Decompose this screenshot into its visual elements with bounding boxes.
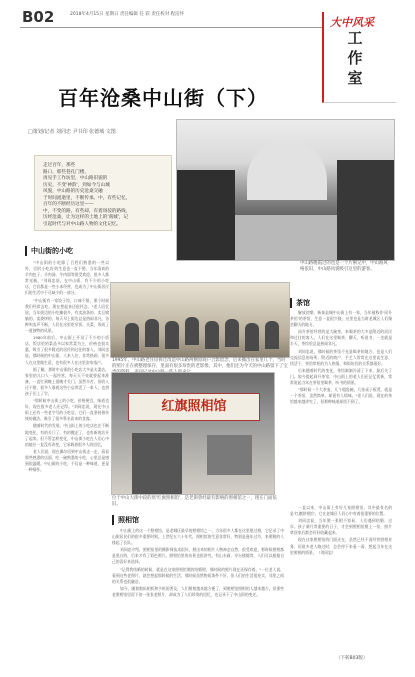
paragraph: 解放初期，新泰县城中山街上有一家，当年被称作'同升茶馆'的茶馆，生意一直很兴隆，这里也是当时老城区人们聚会聊天的地方。	[290, 310, 392, 328]
person-figure	[225, 319, 239, 347]
person-figure	[125, 323, 139, 351]
paragraph: 刘同忠说，那时候的茶馆不光是喝茶的地方，也是人们交流信息的场所，附近的商户、手艺人常常在这里谈生意、找活干，茶馆掌柜的为人热情，和街坊们的关系都很好。	[290, 348, 392, 366]
person-figure	[245, 323, 259, 351]
shop-door	[132, 433, 182, 494]
paragraph: 刘同忠说，当年照一张相不容易，人们遇到结婚、过年、孩子满月等重要的日子，才会到照相馆照上一张，照片拿回家后都会好好收藏起来。	[290, 518, 392, 536]
lead-line: 历经沧桑，让为这样的土地上的'商城'，记	[43, 215, 129, 220]
article-byline: □策划/记者 刘同忠 尹书印 张德城 文图	[28, 129, 116, 135]
right-bottom-column-text	[290, 505, 392, 665]
lead-line: 风貌，中山路的历史沧桑交融	[43, 189, 103, 194]
section-heading-photo-studio: 照相馆	[112, 515, 139, 525]
page-code: B02	[22, 8, 55, 26]
paragraph: 后来随着时代的变化，茶馆渐渐冷清了下来，最后关了门。如今提起同升茶馆，中山街上的老人们还记忆犹新，常常说起当年在茶馆里喝茶、听书的情景。	[290, 367, 392, 386]
street-road	[235, 215, 337, 260]
paragraph: 中山街上的这一个照相馆，是老城区最早的照相馆之一，当年很多人都在这里照过相，它记录了中山街居民们的很多重要时刻。上世纪五六十年代，照相馆的生意非常好，特别是逢年过节，来照相的人排起了长队。	[112, 528, 284, 546]
paragraph: 现在这家照相馆的门面还在，虽然已经不再经营照相业务，但很多老人路过时，总会停下来看一看，想起当年在这里照相的情景。（刘同忠）	[290, 537, 392, 555]
lead-line: 历史，不变'神韵'，到如今与山城	[43, 182, 110, 188]
right-column-text	[290, 310, 392, 500]
person-figure	[165, 321, 179, 349]
paragraph: "那时候中山街上的小吃，价格便宜，味道也好，现在很多老人还记得。"刘同忠说，现在中山街上还有一些老字号的小吃店，它们一直坚持着传统的做法，吸引了很多慕名而来的食客。	[25, 398, 109, 422]
lead-line: 于时间流逝里，不断传承。中，有些记忆，	[43, 195, 131, 201]
shop-photo	[111, 372, 275, 495]
page-info: 2018年4月15日 星期日 责任编辑 任 彩 责任校对 程洁怀	[70, 12, 185, 17]
lead-line: 引起时代与对中山路人物的文化记忆。	[43, 221, 122, 227]
column-brand: 大中风采	[330, 16, 374, 29]
person-figure	[265, 321, 279, 349]
continued-note: （下转B03版）	[336, 656, 368, 661]
lead-line: 路口，那些巷孔门楼，	[43, 169, 89, 175]
section-heading-teahouse: 茶馆	[290, 298, 310, 308]
left-column-text	[25, 260, 109, 665]
shop-photo-caption: 位于中山大街中段的原'红旗照相馆'，是老街曾经最有影响的照相馆之一，现在门面依旧。	[112, 496, 277, 507]
person-figure	[205, 321, 219, 349]
paragraph: "那时候一个大茶壶，几个粗瓷碗，几张桌子板凳，就是一个茶馆，虽然简单，却很有人情味。"老人们说，现在的茶馆越来越讲究了，但那种味道却找不到了。	[290, 387, 392, 405]
paragraph: "中山街有一家饺子馆，口味不错，那个时候我们经常去吃，现在想起来还很怀念。"老人回忆说，当年街边的小吃摊很多，有卖油条的、卖豆腐脑的、卖烧饼的，每天早上街边总是热闹非凡，各种叫卖声不断，人们在这里吃早饭、买菜，形成了一道独特的风景。	[25, 297, 109, 334]
person-figure	[185, 317, 199, 345]
lead-line: 再见手工作坊里，中山路旧貌的	[43, 176, 108, 181]
shop-signboard: 红旗照相馆	[128, 393, 260, 421]
tree-canopy	[247, 140, 327, 200]
paragraph: 随着时代的发展，中山街上的小吃店也在不断地变化，有的关门了，有的搬走了，也有新的店开了起来。但不管怎样变化，中山街小吃在人们心中的地位一直没有改变，它承载着很多人的回忆。	[25, 423, 109, 447]
group-photo	[110, 282, 290, 358]
article-title: 百年沧桑中山街（下）	[58, 86, 268, 110]
person-figure	[145, 319, 159, 347]
column-name: 工作室	[347, 29, 363, 87]
lead-line: 中，不变的路，有些却，有着斑驳的路线，	[43, 208, 131, 214]
group-photo-caption: 1995年，中山路老住房拆迁改造中山路两侧原商户合影留念，后来搬出在家里几个，当时的照片正在被整理保存，里面有很多珍贵的老影像，其中，他们还为今天的中山路留下了宝	[112, 358, 288, 369]
street-photo-caption: 中山路晚霞过的也是一个片断记中，中山路风格依旧，中山路风貌吸引这里的游客。	[300, 261, 388, 272]
lead-line: 百年的不断经历这里——	[43, 202, 94, 207]
paragraph: 如今，随着数码相机和手机的普及，人们照相越来越方便了，到照相馆照相的人越来越少。但那些老照相馆里留下的一张张老照片，却成为了人们珍贵的回忆，也记录下了中山街的变迁。	[112, 585, 284, 597]
street-photo	[176, 119, 395, 261]
lead-line: 走过百年，那些	[43, 163, 76, 168]
paragraph: 老人们说，现在偶尔回到中山街走一走，看看那些熟悉的店面，吃一碗熟悉的小吃，心里总是感到很温暖。中山街的小吃，不仅是一种味道，更是一种情怀。	[25, 448, 109, 473]
paragraph: "中山街的小吃除了百姓们熟悉的一些以外，'回民小吃店'的生意也一直不错，当年清真的羊肉包子、羊肉汤、牛肉面等很受欢迎，很多人都常光顾。"刘同忠说，在中山街，有不少的小吃店，它们都是一些小本经营，也成为了中山街居民们的生活中不可缺少的一部分。	[25, 260, 109, 296]
shop-window	[207, 435, 252, 475]
paragraph: 刘同忠介绍，照相馆里的摄影师技术很好，照出来的相片人物神态自然，很受欢迎。那时候照相都是黑白的，后来才有了彩色照片。照相馆里的布景也很讲究，有山水画、亭台楼阁等，人们可以根据自己的喜好来选择。	[112, 547, 284, 565]
lead-box	[34, 155, 172, 231]
paragraph: "记得我结婚的时候，就是在这家照相馆照的结婚照，那时候的照片现在还保存着。"一位老人说，看到这些老照片，就会想起那时候的生活，那时候虽然物质条件不好，但人们的生活很充实，邻里之间的关系也很融洽。	[112, 566, 284, 584]
paragraph: 据了解，那时中山街的小吃店大多是夫妻店，家里的几口人一起经营，每天天不亮就要起来准备，一直忙到晚上很晚才关门。虽然辛苦，但收入还不错，很多人靠着这些小店养活了一家人，也供孩子们上了学。	[25, 366, 109, 396]
building-right	[337, 160, 394, 260]
middle-column-text	[112, 528, 284, 668]
paragraph: 一直以来，中山街上有好几家照相馆，其中最有名的是'红旗照相馆'，它在老城区人们心中有着很重要的位置。	[290, 505, 392, 517]
paragraph: 同升茶馆经营的是大碗茶，来喝茶的大多是附近的居民和过往的客人。人们在这里喝茶、聊天、听说书，一坐就是半天，茶馆里总是热闹非凡。	[290, 329, 392, 347]
section-heading-snacks: 中山街的小吃	[25, 246, 73, 256]
paragraph: 1980年前后，中山街上开设了不少的小饭店，饭店里的菜品多以家常菜为主，价格也很实惠，吸引了很多附近的居民和过往的客人。刘同忠说，那时候的中山街，人来人往，非常热闹，很多人在这里做生意，也有很多人在这里安家落户。	[25, 335, 109, 365]
building-left	[177, 170, 235, 260]
